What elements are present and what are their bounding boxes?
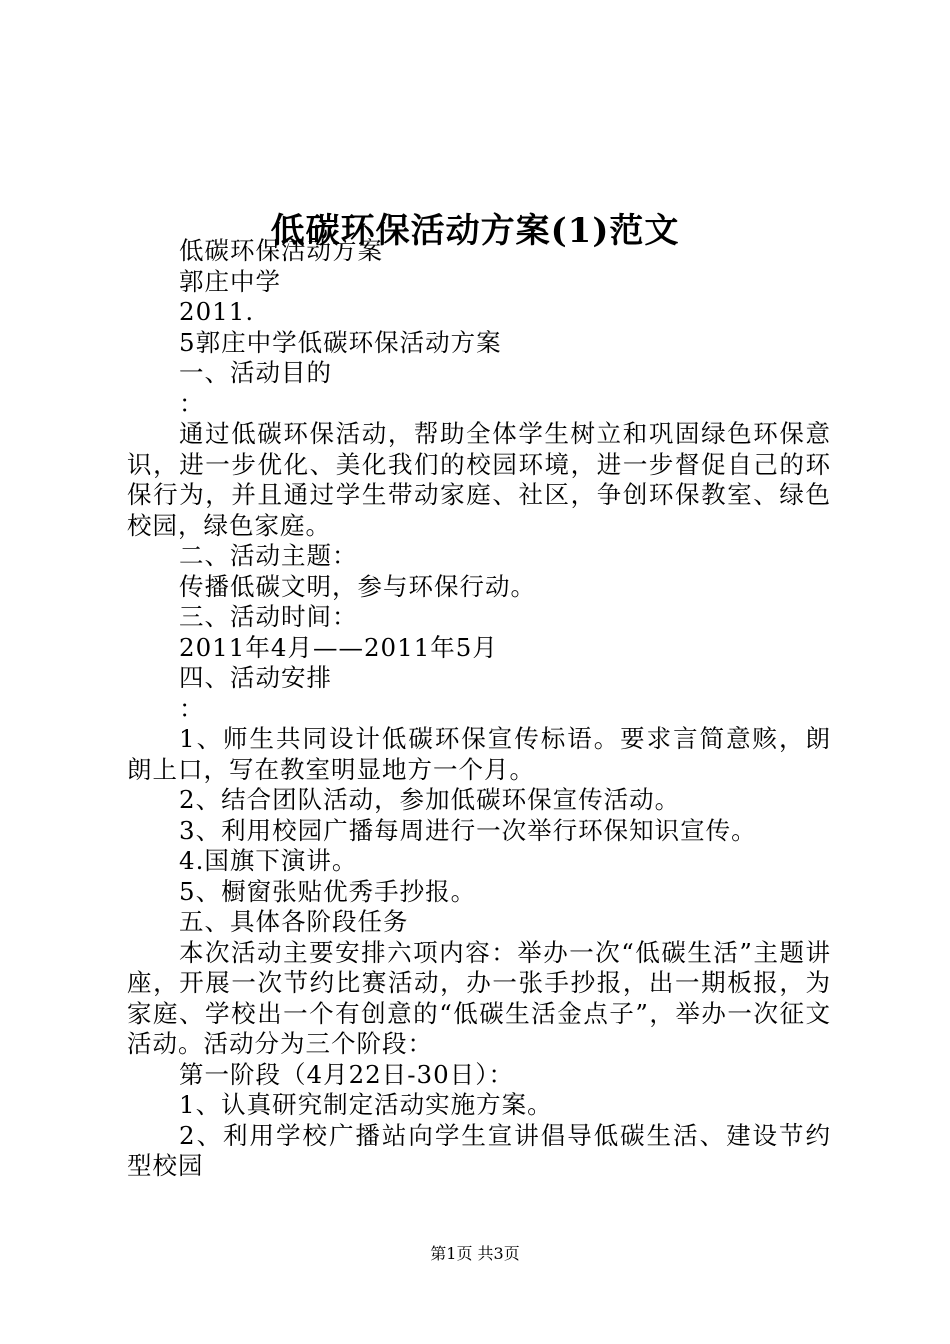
section-heading: 一、活动目的 <box>179 358 332 387</box>
paragraph: 2011. <box>179 297 255 326</box>
list-item: 2、结合团队活动，参加低碳环保宣传活动。 <box>179 785 681 814</box>
list-item: 3、利用校园广播每周进行一次举行环保知识宣传。 <box>179 815 757 845</box>
list-item: 4.国旗下演讲。 <box>179 846 358 875</box>
section-heading: 五、具体各阶段任务 <box>179 907 409 936</box>
paragraph: 低碳环保活动方案 <box>179 236 383 265</box>
document-title: 低碳环保活动方案(1)范文 <box>270 210 680 251</box>
paragraph: 2011年4月——2011年5月 <box>179 632 498 662</box>
paragraph: 本次活动主要安排六项内容：举办一次“低碳生活”主题讲座，开展一次节约比赛活动，办一张手抄报，出一期板报，为家庭、学校出一个有创意的“低碳生活金点子”，举办一次征文活动。活动分为三个阶段： <box>127 937 831 1058</box>
document-body <box>127 236 831 1182</box>
page-footer: 第1页 共3页 <box>430 1244 520 1263</box>
section-heading: 三、活动时间： <box>179 602 358 631</box>
section-heading: 四、活动安排 <box>179 663 332 692</box>
paragraph: 第一阶段（4月22日-30日）： <box>179 1059 514 1089</box>
section-heading: 二、活动主题： <box>179 541 358 570</box>
paragraph: ： <box>179 388 205 418</box>
paragraph: ： <box>179 693 205 723</box>
paragraph: 传播低碳文明，参与环保行动。 <box>179 571 536 601</box>
list-item: 5、橱窗张贴优秀手抄报。 <box>179 876 477 906</box>
paragraph: 郭庄中学 <box>179 266 281 296</box>
paragraph: 5郭庄中学低碳环保活动方案 <box>179 327 502 357</box>
list-item: 1、认真研究制定活动实施方案。 <box>179 1090 553 1119</box>
paragraph: 通过低碳环保活动，帮助全体学生树立和巩固绿色环保意识，进一步优化、美化我们的校园环境，进一步督促自己的环保行为，并且通过学生带动家庭、社区，争创环保教室、绿色校园，绿色家庭。 <box>127 419 831 540</box>
list-item: 2、利用学校广播站向学生宣讲倡导低碳生活、建设节约型校园 <box>127 1120 831 1180</box>
list-item: 1、师生共同设计低碳环保宣传标语。要求言简意赅，朗朗上口，写在教室明显地方一个月。 <box>127 724 831 784</box>
